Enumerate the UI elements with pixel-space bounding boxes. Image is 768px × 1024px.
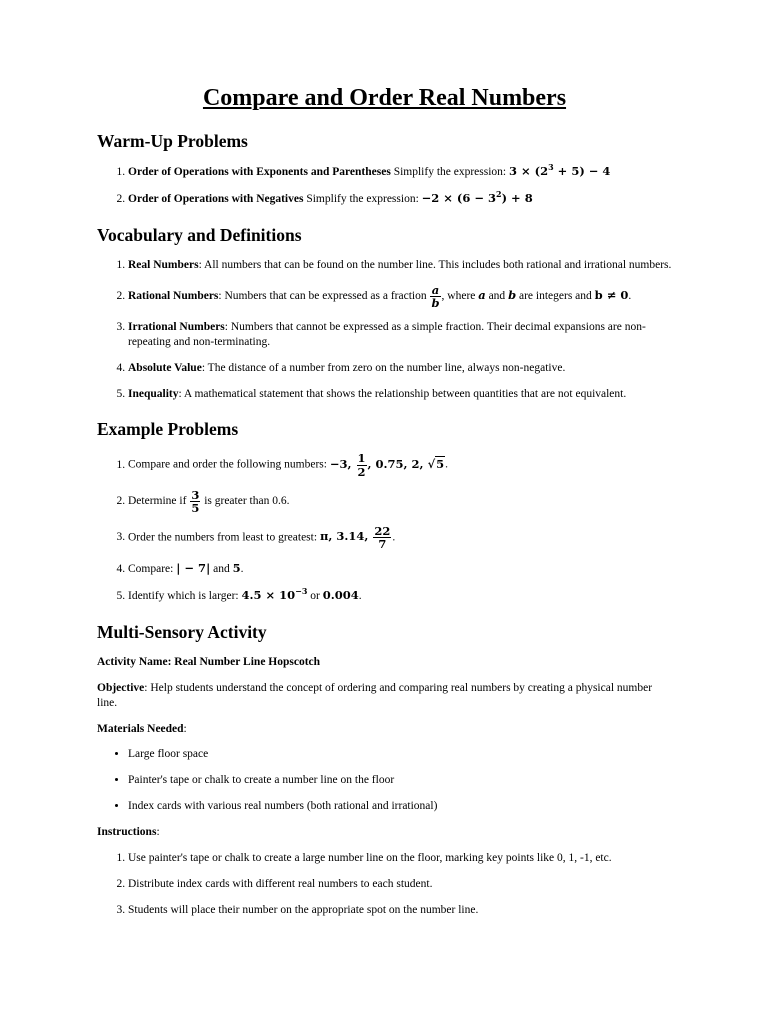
materials-item: • Index cards with various real numbers (both rational and irrational) (128, 799, 672, 814)
materials-item: • Large floor space (128, 747, 672, 762)
vocab-definition: , where (441, 289, 479, 302)
example-item (128, 585, 672, 604)
examples-list (97, 452, 672, 603)
warmup-item-text: Simplify the expression: (303, 192, 422, 205)
square-root (427, 456, 449, 472)
instructions-list (97, 851, 672, 918)
math-expression: b ≠ 0 (594, 287, 629, 302)
materials-item: • Painter's tape or chalk to create a number line on the floor (128, 773, 672, 788)
vocab-definition: : Numbers that cannot be expressed as a simple fraction. Their decimal expansions are non-repeating and non-terminating. (128, 320, 646, 348)
fraction-denominator: 7 (378, 536, 387, 551)
math-part: , 0.75, 2, (367, 457, 428, 472)
sqrt-symbol: √ (427, 457, 436, 472)
punctuation: . (628, 289, 632, 302)
objective-label: Objective (97, 681, 145, 694)
math-exponent: 2 (496, 188, 502, 199)
vocab-item (128, 387, 672, 402)
objective-text: : Help students understand the concept of ordering and comparing real numbers by creating a physical number line. (97, 681, 653, 709)
fraction (373, 525, 391, 550)
activity-heading: Multi-Sensory Activity (97, 621, 267, 642)
example-text: or (307, 589, 323, 602)
instructions-heading (97, 825, 672, 840)
math-expression (319, 523, 392, 551)
warmup-list (97, 161, 672, 207)
instruction-item: 2. Distribute index cards with different real numbers to each student. (128, 877, 672, 892)
math-part: π, 3.14, (319, 529, 373, 544)
math-exponent: 3 (548, 161, 554, 172)
warmup-item (128, 188, 672, 207)
math-variable: a (478, 287, 486, 302)
vocab-definition: : A mathematical statement that shows the relationship between quantities that are not equivalent. (178, 387, 627, 400)
instruction-item: 1. Use painter's tape or chalk to create a large number line on the floor, marking key points like 0, 1, -1, etc. (128, 851, 672, 866)
vocab-item (128, 258, 672, 273)
vocab-term: Rational Numbers (128, 289, 219, 302)
fraction (357, 452, 367, 477)
warmup-item-name: Order of Operations with Exponents and Parentheses (128, 165, 391, 178)
math-expression: 0.004 (322, 587, 359, 602)
example-text: Identify which is larger: (128, 589, 242, 602)
punctuation: : (156, 826, 160, 839)
math-part: 3 × (2 (509, 163, 549, 178)
vocab-item (128, 361, 672, 376)
warmup-heading: Warm-Up Problems (97, 130, 248, 151)
punctuation: : (183, 722, 187, 735)
example-text: Compare and order the following numbers: (128, 459, 330, 472)
fraction-denominator: b (431, 295, 440, 310)
math-expression: 5 (232, 560, 241, 575)
vocab-term: Inequality (128, 387, 179, 400)
vocab-item (128, 320, 672, 350)
math-part: + 5) − 4 (553, 163, 611, 178)
example-item (128, 525, 672, 550)
vocab-definition: : All numbers that can be found on the number line. This includes both rational and irrational numbers. (198, 258, 672, 271)
examples-heading: Example Problems (97, 419, 239, 440)
math-part: ) + 8 (501, 190, 533, 205)
example-text: is greater than 0.6. (201, 494, 290, 507)
warmup-item-name: Order of Operations with Negatives (128, 192, 304, 205)
fraction-numerator: 1 (357, 451, 366, 466)
activity-objective (97, 681, 672, 711)
vocab-definition: : Numbers that can be expressed as a fraction (218, 289, 430, 302)
warmup-item-text: Simplify the expression: (390, 165, 509, 178)
fraction-numerator: 3 (191, 487, 200, 502)
punctuation: . (392, 531, 396, 544)
fraction (430, 284, 440, 309)
math-expression (421, 188, 533, 205)
vocab-term: Real Numbers (128, 258, 199, 271)
examples-section (97, 419, 672, 603)
fraction-numerator: a (431, 282, 440, 297)
fraction-denominator: 5 (191, 500, 200, 515)
page-title: Compare and Order Real Numbers (202, 85, 567, 111)
example-item (128, 561, 672, 577)
punctuation: . (445, 459, 449, 472)
vocab-term: Absolute Value (128, 361, 202, 374)
materials-label: Materials Needed (97, 722, 184, 735)
fraction-denominator: 2 (357, 464, 366, 479)
example-item (128, 452, 672, 477)
math-exponent: −3 (295, 585, 308, 596)
vocab-section (97, 225, 672, 402)
example-text: and (210, 562, 233, 575)
math-expression: | − 7| (176, 560, 211, 575)
vocab-heading: Vocabulary and Definitions (97, 224, 302, 245)
activity-name (97, 655, 672, 670)
math-part: −3, (329, 457, 356, 472)
example-text: Order the numbers from least to greatest: (128, 531, 320, 544)
warmup-section (97, 131, 672, 207)
example-text: Determine if (128, 494, 190, 507)
math-expression (241, 585, 308, 602)
example-text: Compare: (128, 562, 177, 575)
vocab-list (97, 258, 672, 402)
vocab-definition: : The distance of a number from zero on the number line, always non-negative. (201, 361, 566, 374)
math-part: 4.5 × 10 (241, 587, 296, 602)
warmup-item (128, 161, 672, 180)
math-variable: b (508, 287, 517, 302)
vocab-term: Irrational Numbers (128, 320, 225, 333)
activity-name-label: Activity Name: Real Number Line Hopscotch (97, 655, 321, 668)
fraction-numerator: 22 (374, 523, 391, 538)
vocab-definition: and (485, 289, 509, 302)
vocab-item (128, 284, 672, 309)
activity-section (97, 622, 672, 918)
punctuation: . (358, 589, 362, 602)
math-expression (509, 161, 611, 178)
math-expression (329, 451, 445, 479)
punctuation: . (240, 562, 244, 575)
materials-heading (97, 722, 672, 737)
instructions-label: Instructions (97, 826, 157, 839)
sqrt-radicand: 5 (436, 457, 445, 472)
vocab-definition: are integers and (516, 289, 595, 302)
example-item (128, 489, 672, 514)
materials-list (97, 747, 672, 814)
fraction (190, 489, 200, 514)
math-part: −2 × (6 − 3 (421, 190, 497, 205)
instruction-item: 3. Students will place their number on the appropriate spot on the number line. (128, 903, 672, 918)
